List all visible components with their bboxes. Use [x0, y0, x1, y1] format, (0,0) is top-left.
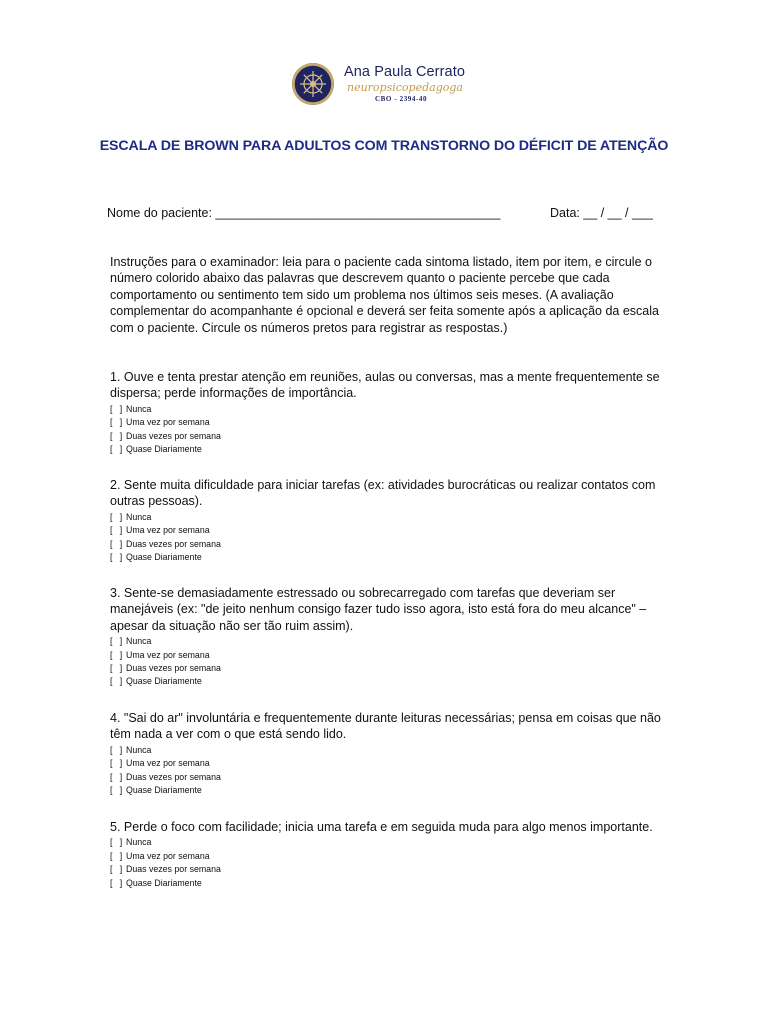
option-nunca[interactable]: [110, 403, 670, 416]
option-label: Uma vez por semana: [126, 417, 210, 428]
option-label: Duas vezes por semana: [126, 663, 221, 674]
checkbox-icon[interactable]: [ ]: [110, 758, 123, 769]
option-quase-diariamente[interactable]: [110, 443, 670, 456]
checkbox-icon[interactable]: [ ]: [110, 430, 123, 441]
checkbox-icon[interactable]: [ ]: [110, 877, 123, 888]
instructions-text: Instruções para o examinador: leia para o paciente cada sintoma listado, item por item, e circule o número colorido abaixo das palavras que descrevem quanto o paciente percebe que cada comportamento ou sentimento tem sido um problema nos últimos seis meses. (A avaliação complementar do acompanhante é opcional e deverá ser feita somente após a aplicação da escala com o paciente. Circule os números pretos para registrar as respostas.): [110, 255, 659, 335]
option-nunca[interactable]: [110, 836, 670, 849]
option-list: [110, 511, 670, 565]
checkbox-icon[interactable]: [ ]: [110, 403, 123, 414]
option-label: Quase Diariamente: [126, 444, 202, 455]
option-nunca[interactable]: [110, 635, 670, 648]
option-nunca[interactable]: [110, 744, 670, 757]
option-list: [110, 836, 670, 890]
checkbox-icon[interactable]: [ ]: [110, 837, 123, 848]
checkbox-icon[interactable]: [ ]: [110, 785, 123, 796]
option-label: Quase Diariamente: [126, 552, 202, 563]
brand-header: [292, 60, 512, 108]
option-list: [110, 635, 670, 689]
ship-wheel-icon: [292, 63, 334, 105]
option-label: Uma vez por semana: [126, 649, 210, 660]
option-label: Quase Diariamente: [126, 877, 202, 888]
checkbox-icon[interactable]: [ ]: [110, 850, 123, 861]
option-label: Nunca: [126, 744, 152, 755]
question-4: [110, 710, 670, 797]
question-text: 2. Sente muita dificuldade para iniciar tarefas (ex: atividades burocráticas ou realizar contatos com outras pessoas).: [110, 478, 656, 509]
date-field: Data: __ / __ / ___: [550, 206, 653, 220]
brand-name: Ana Paula Cerrato: [344, 64, 465, 80]
question-text: 4. "Sai do ar" involuntária e frequentemente durante leituras necessárias; pensa em coisas que não têm nada a ver com o que está sendo lido.: [110, 711, 661, 742]
option-list: [110, 403, 670, 457]
checkbox-icon[interactable]: [ ]: [110, 538, 123, 549]
option-duas-vezes[interactable]: [110, 863, 670, 876]
checkbox-icon[interactable]: [ ]: [110, 444, 123, 455]
option-label: Duas vezes por semana: [126, 538, 221, 549]
option-label: Duas vezes por semana: [126, 430, 221, 441]
question-5: [110, 819, 670, 890]
option-label: Nunca: [126, 837, 152, 848]
option-label: Duas vezes por semana: [126, 864, 221, 875]
option-label: Uma vez por semana: [126, 525, 210, 536]
checkbox-icon[interactable]: [ ]: [110, 636, 123, 647]
option-duas-vezes[interactable]: [110, 538, 670, 551]
option-uma-vez[interactable]: [110, 850, 670, 863]
option-quase-diariamente[interactable]: [110, 551, 670, 564]
checkbox-icon[interactable]: [ ]: [110, 511, 123, 522]
option-label: Uma vez por semana: [126, 850, 210, 861]
option-label: Quase Diariamente: [126, 676, 202, 687]
option-label: Duas vezes por semana: [126, 771, 221, 782]
option-duas-vezes[interactable]: [110, 430, 670, 443]
question-1: [110, 369, 670, 456]
option-uma-vez[interactable]: [110, 649, 670, 662]
checkbox-icon[interactable]: [ ]: [110, 649, 123, 660]
question-3: [110, 585, 670, 689]
option-nunca[interactable]: [110, 511, 670, 524]
option-quase-diariamente[interactable]: [110, 675, 670, 688]
option-label: Nunca: [126, 636, 152, 647]
option-label: Uma vez por semana: [126, 758, 210, 769]
checkbox-icon[interactable]: [ ]: [110, 864, 123, 875]
option-quase-diariamente[interactable]: [110, 877, 670, 890]
question-text: 5. Perde o foco com facilidade; inicia uma tarefa e em seguida muda para algo menos importante.: [110, 820, 653, 834]
option-quase-diariamente[interactable]: [110, 784, 670, 797]
option-list: [110, 744, 670, 798]
option-duas-vezes[interactable]: [110, 771, 670, 784]
question-text: 1. Ouve e tenta prestar atenção em reuniões, aulas ou conversas, mas a mente frequentemente se dispersa; perde informações de importância.: [110, 370, 660, 401]
option-duas-vezes[interactable]: [110, 662, 670, 675]
option-label: Nunca: [126, 403, 152, 414]
option-uma-vez[interactable]: [110, 524, 670, 537]
patient-name-field: Nome do paciente: _________________________________________: [107, 206, 501, 220]
checkbox-icon[interactable]: [ ]: [110, 663, 123, 674]
question-2: [110, 477, 670, 564]
checkbox-icon[interactable]: [ ]: [110, 676, 123, 687]
page-title: ESCALA DE BROWN PARA ADULTOS COM TRANSTORNO DO DÉFICIT DE ATENÇÃO: [99, 138, 669, 154]
question-text: 3. Sente-se demasiadamente estressado ou sobrecarregado com tarefas que deveriam ser manejáveis (ex: "de jeito nenhum consigo fazer tudo isso agora, isto está fora do meu alcance" – apesar da situação não ser tão ruim assim).: [110, 586, 647, 633]
brand-subtitle: neuropsicopedagoga: [347, 81, 463, 94]
checkbox-icon[interactable]: [ ]: [110, 744, 123, 755]
checkbox-icon[interactable]: [ ]: [110, 771, 123, 782]
brand-cbo: CBO - 2394-40: [375, 95, 428, 103]
option-uma-vez[interactable]: [110, 416, 670, 429]
option-uma-vez[interactable]: [110, 757, 670, 770]
checkbox-icon[interactable]: [ ]: [110, 525, 123, 536]
checkbox-icon[interactable]: [ ]: [110, 552, 123, 563]
checkbox-icon[interactable]: [ ]: [110, 417, 123, 428]
option-label: Quase Diariamente: [126, 785, 202, 796]
option-label: Nunca: [126, 511, 152, 522]
